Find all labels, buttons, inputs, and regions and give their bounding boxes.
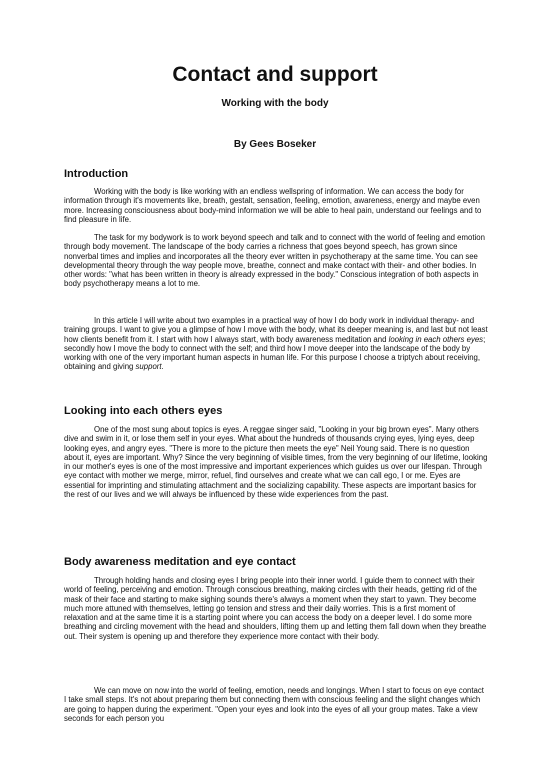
section-heading-introduction: Introduction	[64, 168, 129, 180]
document-author: By Gees Boseker	[233, 139, 317, 150]
introduction-paragraph-3-emphasis-eyes: looking in each others eyes	[388, 334, 484, 344]
introduction-paragraph-3	[64, 316, 488, 372]
document-title: Contact and support	[172, 63, 378, 86]
introduction-paragraph-3-text-b: ; secondly how I move the body to connect with the self; and third how I move deeper into the landscape of the body by working with one of the very important human aspects in human life. For this purpose I choose a triptych about receiving, obtaining and giving	[64, 334, 486, 372]
looking-into-eyes-paragraph-1: One of the most sung about topics is eyes. A reggae singer said, "Looking in your big brown eyes". Many others dive and swim in it, or lose them self in your eyes. What about the hundreds of thousands crying eyes, lying eyes, deep looking eyes, and angry eyes. "There is more to the picture then meets the eye" Neil Young said. There is no question about it, eyes are important. Why? Since the very beginning of visible times, from the very beginning of our lifetime, looking in our mother's eyes is one of the most impressive and important experiences which guides us over our lifespan. Through eye contact with mother we merge, mirror, refuel, find ourselves and create what we can call ego, I or me. Eyes are essential for imprinting and stimulating attachment and the socializing capability. These aspects are important basics for the rest of our lives and we will always be influenced by these wide experiences from the past.	[64, 425, 488, 499]
introduction-paragraph-3-text-a: In this article I will write about two examples in a practical way of how I do body work in individual therapy- and training groups. I want to give you a glimpse of how I move with the body, what its deeper meaning is, and last but not least how clients benefit from it. I start with how I always start, with body awareness meditation and	[64, 316, 488, 344]
document-subtitle: Working with the body	[221, 98, 329, 109]
section-heading-looking-into-eyes: Looking into each others eyes	[64, 405, 223, 417]
body-awareness-paragraph-1: Through holding hands and closing eyes I bring people into their inner world. I guide them to connect with their world of feeling, perceiving and emotion. Through conscious breathing, making circles with their heads, getting rid of the mask of their face and starting to make sighing sounds there's always a moment when they start to yawn. They become much more attuned with themselves, letting go tension and stress and their daily worries. This is a first moment of relaxation and at the same time it is a starting point where you can access the body on a deeper level. I do some more breathing and circling movement with the head and shoulders, lifting them up and letting them fall down when they breathe out. Their system is opening up and therefore they experience more contact with their body.	[64, 576, 487, 641]
introduction-paragraph-3-text-c: .	[161, 362, 164, 372]
introduction-paragraph-1: Working with the body is like working with an endless wellspring of information. We can access the body for information through it's movements like, breath, gestalt, sensation, feeling, emotion, awareness, energy and maybe even more. Increasing consciousness about body-mind information we will be able to heal pain, understand our feelings and to find pleasure in life.	[64, 187, 482, 224]
introduction-paragraph-2: The task for my bodywork is to work beyond speech and talk and to connect with the world of feeling and emotion through body movement. The landscape of the body carries a richness that goes beyond speech, has grown since nonverbal times and implies and incorporates all the theory ever written in psychotherapy at the same time. You can see developmental theory through the way people move, breathe, connect and make contact with their- and other bodies. In other words: "what has been written in theory is already expressed in the body." Conscious integration of both aspects in body psychotherapy means a lot to me.	[64, 233, 485, 289]
section-heading-body-awareness: Body awareness meditation and eye contact	[64, 556, 296, 568]
introduction-paragraph-3-emphasis-support: support	[135, 362, 162, 372]
body-awareness-paragraph-2: We can move on now into the world of feeling, emotion, needs and longings. When I start to focus on eye contact I take small steps. It's not about preparing them but connecting them with conscious feeling and the slight changes which are going to happen during the experiment. "Open your eyes and look into the eyes of all your group mates. Take a view seconds for each person you	[64, 686, 484, 723]
